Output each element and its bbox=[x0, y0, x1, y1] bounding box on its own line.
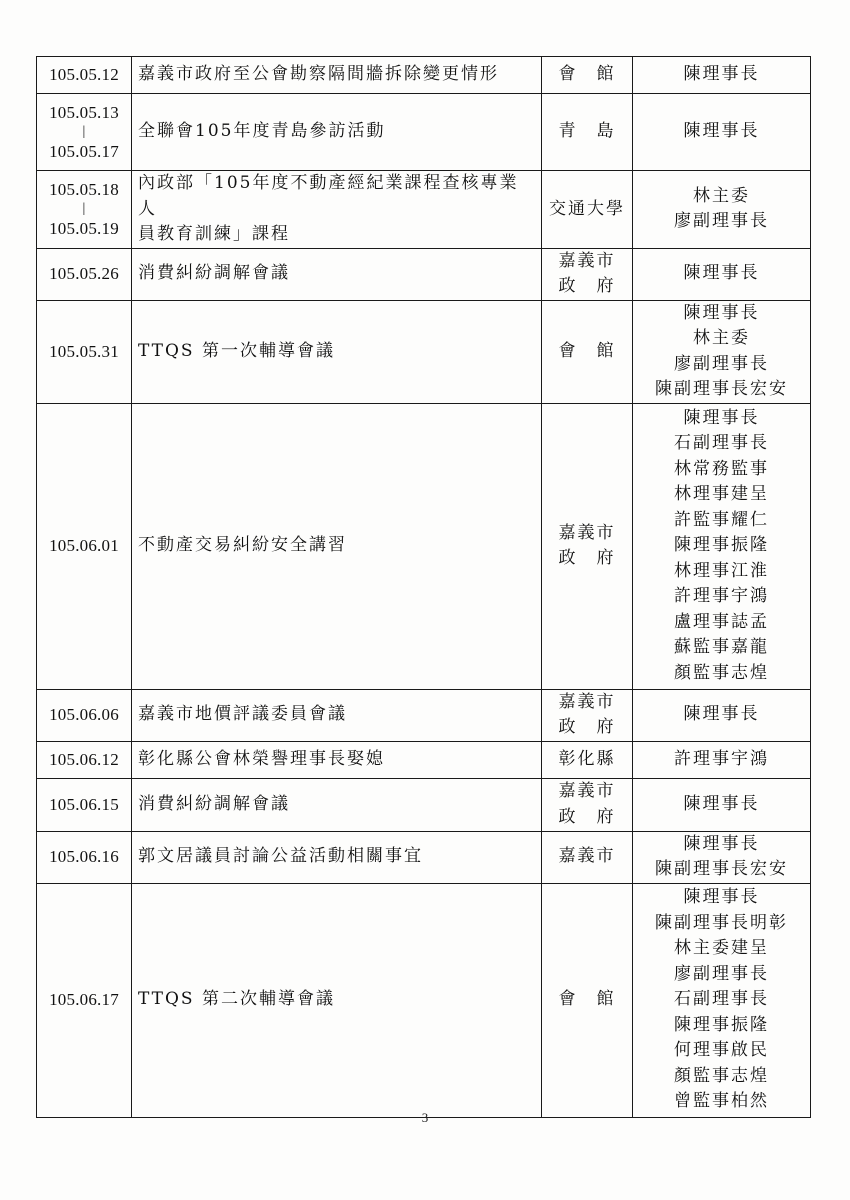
activity-log-table bbox=[36, 56, 811, 1118]
attendees-cell bbox=[633, 248, 811, 300]
table-row bbox=[37, 883, 811, 1117]
location-cell bbox=[542, 171, 633, 249]
activity-log-body bbox=[37, 57, 811, 1118]
attendees-line: 蘇監事嘉龍 bbox=[674, 637, 769, 658]
location-line: 嘉義市 bbox=[558, 250, 616, 271]
date-line: 105.05.18 bbox=[49, 179, 119, 199]
location-line: 政 府 bbox=[558, 548, 616, 568]
attendees-line: 曾監事柏然 bbox=[674, 1091, 769, 1112]
event-line: 消費糾紛調解會議 bbox=[138, 793, 290, 814]
attendees-cell bbox=[633, 300, 811, 403]
attendees-line: 陳理事長 bbox=[683, 704, 760, 725]
attendees-line: 陳理事長 bbox=[683, 302, 760, 323]
event-cell bbox=[132, 171, 542, 249]
date-line: 105.06.17 bbox=[49, 990, 119, 1010]
date-line: 105.05.19 bbox=[49, 219, 119, 239]
date-line: 105.06.16 bbox=[49, 847, 119, 867]
event-line: 內政部「105年度不動產經紀業課程查核專業人 bbox=[138, 173, 519, 219]
attendees-line: 顏監事志煌 bbox=[674, 662, 769, 683]
attendees-line: 陳理事長 bbox=[683, 407, 760, 428]
location-line: 政 府 bbox=[558, 717, 616, 737]
location-cell bbox=[542, 689, 633, 741]
attendees-cell bbox=[633, 689, 811, 741]
event-cell bbox=[132, 689, 542, 741]
location-cell bbox=[542, 57, 633, 94]
attendees-line: 陳理事長 bbox=[683, 887, 760, 908]
event-cell bbox=[132, 57, 542, 94]
date-cell bbox=[37, 778, 132, 831]
attendees-line: 陳理事長 bbox=[683, 64, 760, 85]
attendees-line: 石副理事長 bbox=[674, 989, 769, 1010]
location-cell bbox=[542, 248, 633, 300]
date-line: 105.06.01 bbox=[49, 536, 119, 556]
table-row bbox=[37, 831, 811, 883]
event-cell bbox=[132, 94, 542, 171]
date-line: 105.06.06 bbox=[49, 705, 119, 725]
table-row bbox=[37, 741, 811, 778]
date-line: 105.05.31 bbox=[49, 341, 119, 361]
table-row bbox=[37, 403, 811, 689]
event-cell bbox=[132, 248, 542, 300]
date-line: 105.06.12 bbox=[49, 749, 119, 769]
attendees-line: 陳理事長 bbox=[683, 793, 760, 814]
location-cell bbox=[542, 883, 633, 1117]
location-cell bbox=[542, 778, 633, 831]
attendees-line: 林理事江淮 bbox=[674, 560, 769, 581]
attendees-line: 林理事建呈 bbox=[674, 484, 769, 505]
event-cell bbox=[132, 883, 542, 1117]
attendees-line: 廖副理事長 bbox=[674, 211, 769, 232]
attendees-line: 廖副理事長 bbox=[674, 963, 769, 984]
attendees-line: 許監事耀仁 bbox=[674, 509, 769, 530]
location-line: 交通大學 bbox=[549, 198, 625, 219]
attendees-line: 陳理事長 bbox=[683, 121, 760, 142]
date-cell bbox=[37, 94, 132, 171]
attendees-line: 陳理事振隆 bbox=[674, 1014, 769, 1035]
event-cell bbox=[132, 403, 542, 689]
date-cell bbox=[37, 171, 132, 249]
location-line: 嘉義市 bbox=[558, 522, 616, 543]
attendees-line: 顏監事志煌 bbox=[674, 1065, 769, 1086]
attendees-cell bbox=[633, 94, 811, 171]
location-line: 嘉義市 bbox=[558, 781, 616, 801]
attendees-line: 盧理事誌孟 bbox=[674, 611, 769, 632]
location-line: 嘉義市 bbox=[558, 691, 616, 712]
page-number: 3 bbox=[421, 1110, 429, 1125]
location-cell bbox=[542, 831, 633, 883]
location-line: 嘉義市 bbox=[558, 846, 616, 867]
date-line: 105.05.17 bbox=[49, 142, 119, 161]
attendees-line: 許理事宇鴻 bbox=[674, 586, 769, 607]
attendees-line: 石副理事長 bbox=[674, 433, 769, 454]
event-line: TTQS 第二次輔導會議 bbox=[138, 989, 335, 1010]
location-cell bbox=[542, 403, 633, 689]
date-line: 105.05.12 bbox=[49, 65, 119, 85]
date-cell bbox=[37, 883, 132, 1117]
location-line: 政 府 bbox=[558, 276, 616, 296]
date-line: 105.05.13 bbox=[49, 102, 119, 122]
date-cell bbox=[37, 57, 132, 94]
table-row bbox=[37, 689, 811, 741]
event-line: 郭文居議員討論公益活動相關事宜 bbox=[138, 846, 423, 867]
event-cell bbox=[132, 778, 542, 831]
event-line: 不動產交易糾紛安全講習 bbox=[138, 535, 347, 556]
attendees-line: 林常務監事 bbox=[674, 458, 769, 479]
event-cell bbox=[132, 300, 542, 403]
attendees-line: 陳理事長 bbox=[683, 263, 760, 284]
attendees-line: 廖副理事長 bbox=[674, 353, 769, 374]
location-line: 會 館 bbox=[558, 64, 616, 85]
attendees-line: 陳副理事長宏安 bbox=[655, 859, 788, 879]
event-cell bbox=[132, 741, 542, 778]
attendees-line: 何理事啟民 bbox=[674, 1040, 769, 1061]
attendees-line: 陳副理事長宏安 bbox=[655, 379, 788, 399]
location-cell bbox=[542, 741, 633, 778]
attendees-cell bbox=[633, 403, 811, 689]
date-cell bbox=[37, 741, 132, 778]
table-row bbox=[37, 94, 811, 171]
attendees-cell bbox=[633, 778, 811, 831]
table-row bbox=[37, 248, 811, 300]
event-line: 嘉義市地價評議委員會議 bbox=[138, 704, 347, 725]
attendees-line: 陳副理事長明彰 bbox=[655, 912, 788, 933]
location-cell bbox=[542, 300, 633, 403]
event-line: 嘉義市政府至公會勘察隔間牆拆除變更情形 bbox=[138, 64, 499, 85]
date-cell bbox=[37, 248, 132, 300]
attendees-cell bbox=[633, 883, 811, 1117]
location-line: 青 島 bbox=[558, 121, 616, 142]
attendees-line: 陳理事長 bbox=[683, 833, 760, 854]
table-row bbox=[37, 171, 811, 249]
location-cell bbox=[542, 94, 633, 171]
date-line: 105.05.26 bbox=[49, 264, 119, 284]
attendees-line: 許理事宇鴻 bbox=[674, 748, 769, 769]
location-line: 政 府 bbox=[558, 806, 616, 827]
event-line: TTQS 第一次輔導會議 bbox=[138, 340, 335, 361]
attendees-line: 林主委 bbox=[693, 185, 750, 206]
date-cell bbox=[37, 689, 132, 741]
table-row bbox=[37, 57, 811, 94]
attendees-cell bbox=[633, 57, 811, 94]
event-line: 全聯會105年度青島參訪活動 bbox=[138, 121, 386, 142]
date-cell bbox=[37, 300, 132, 403]
date-line: 105.06.15 bbox=[49, 794, 119, 814]
location-line: 彰化縣 bbox=[558, 748, 616, 769]
table-row bbox=[37, 300, 811, 403]
attendees-cell bbox=[633, 741, 811, 778]
attendees-line: 陳理事振隆 bbox=[674, 535, 769, 556]
location-line: 會 館 bbox=[558, 989, 616, 1010]
event-line: 消費糾紛調解會議 bbox=[138, 263, 290, 284]
attendees-line: 林主委建呈 bbox=[674, 938, 769, 959]
date-range-separator: | bbox=[82, 124, 86, 139]
date-cell bbox=[37, 403, 132, 689]
attendees-line: 林主委 bbox=[693, 328, 750, 348]
attendees-cell bbox=[633, 171, 811, 249]
event-line: 員教育訓練」課程 bbox=[138, 224, 290, 244]
date-range-separator: | bbox=[82, 201, 86, 217]
table-row bbox=[37, 778, 811, 831]
event-cell bbox=[132, 831, 542, 883]
attendees-cell bbox=[633, 831, 811, 883]
event-line: 彰化縣公會林榮譽理事長娶媳 bbox=[138, 748, 385, 769]
date-cell bbox=[37, 831, 132, 883]
location-line: 會 館 bbox=[558, 340, 616, 361]
